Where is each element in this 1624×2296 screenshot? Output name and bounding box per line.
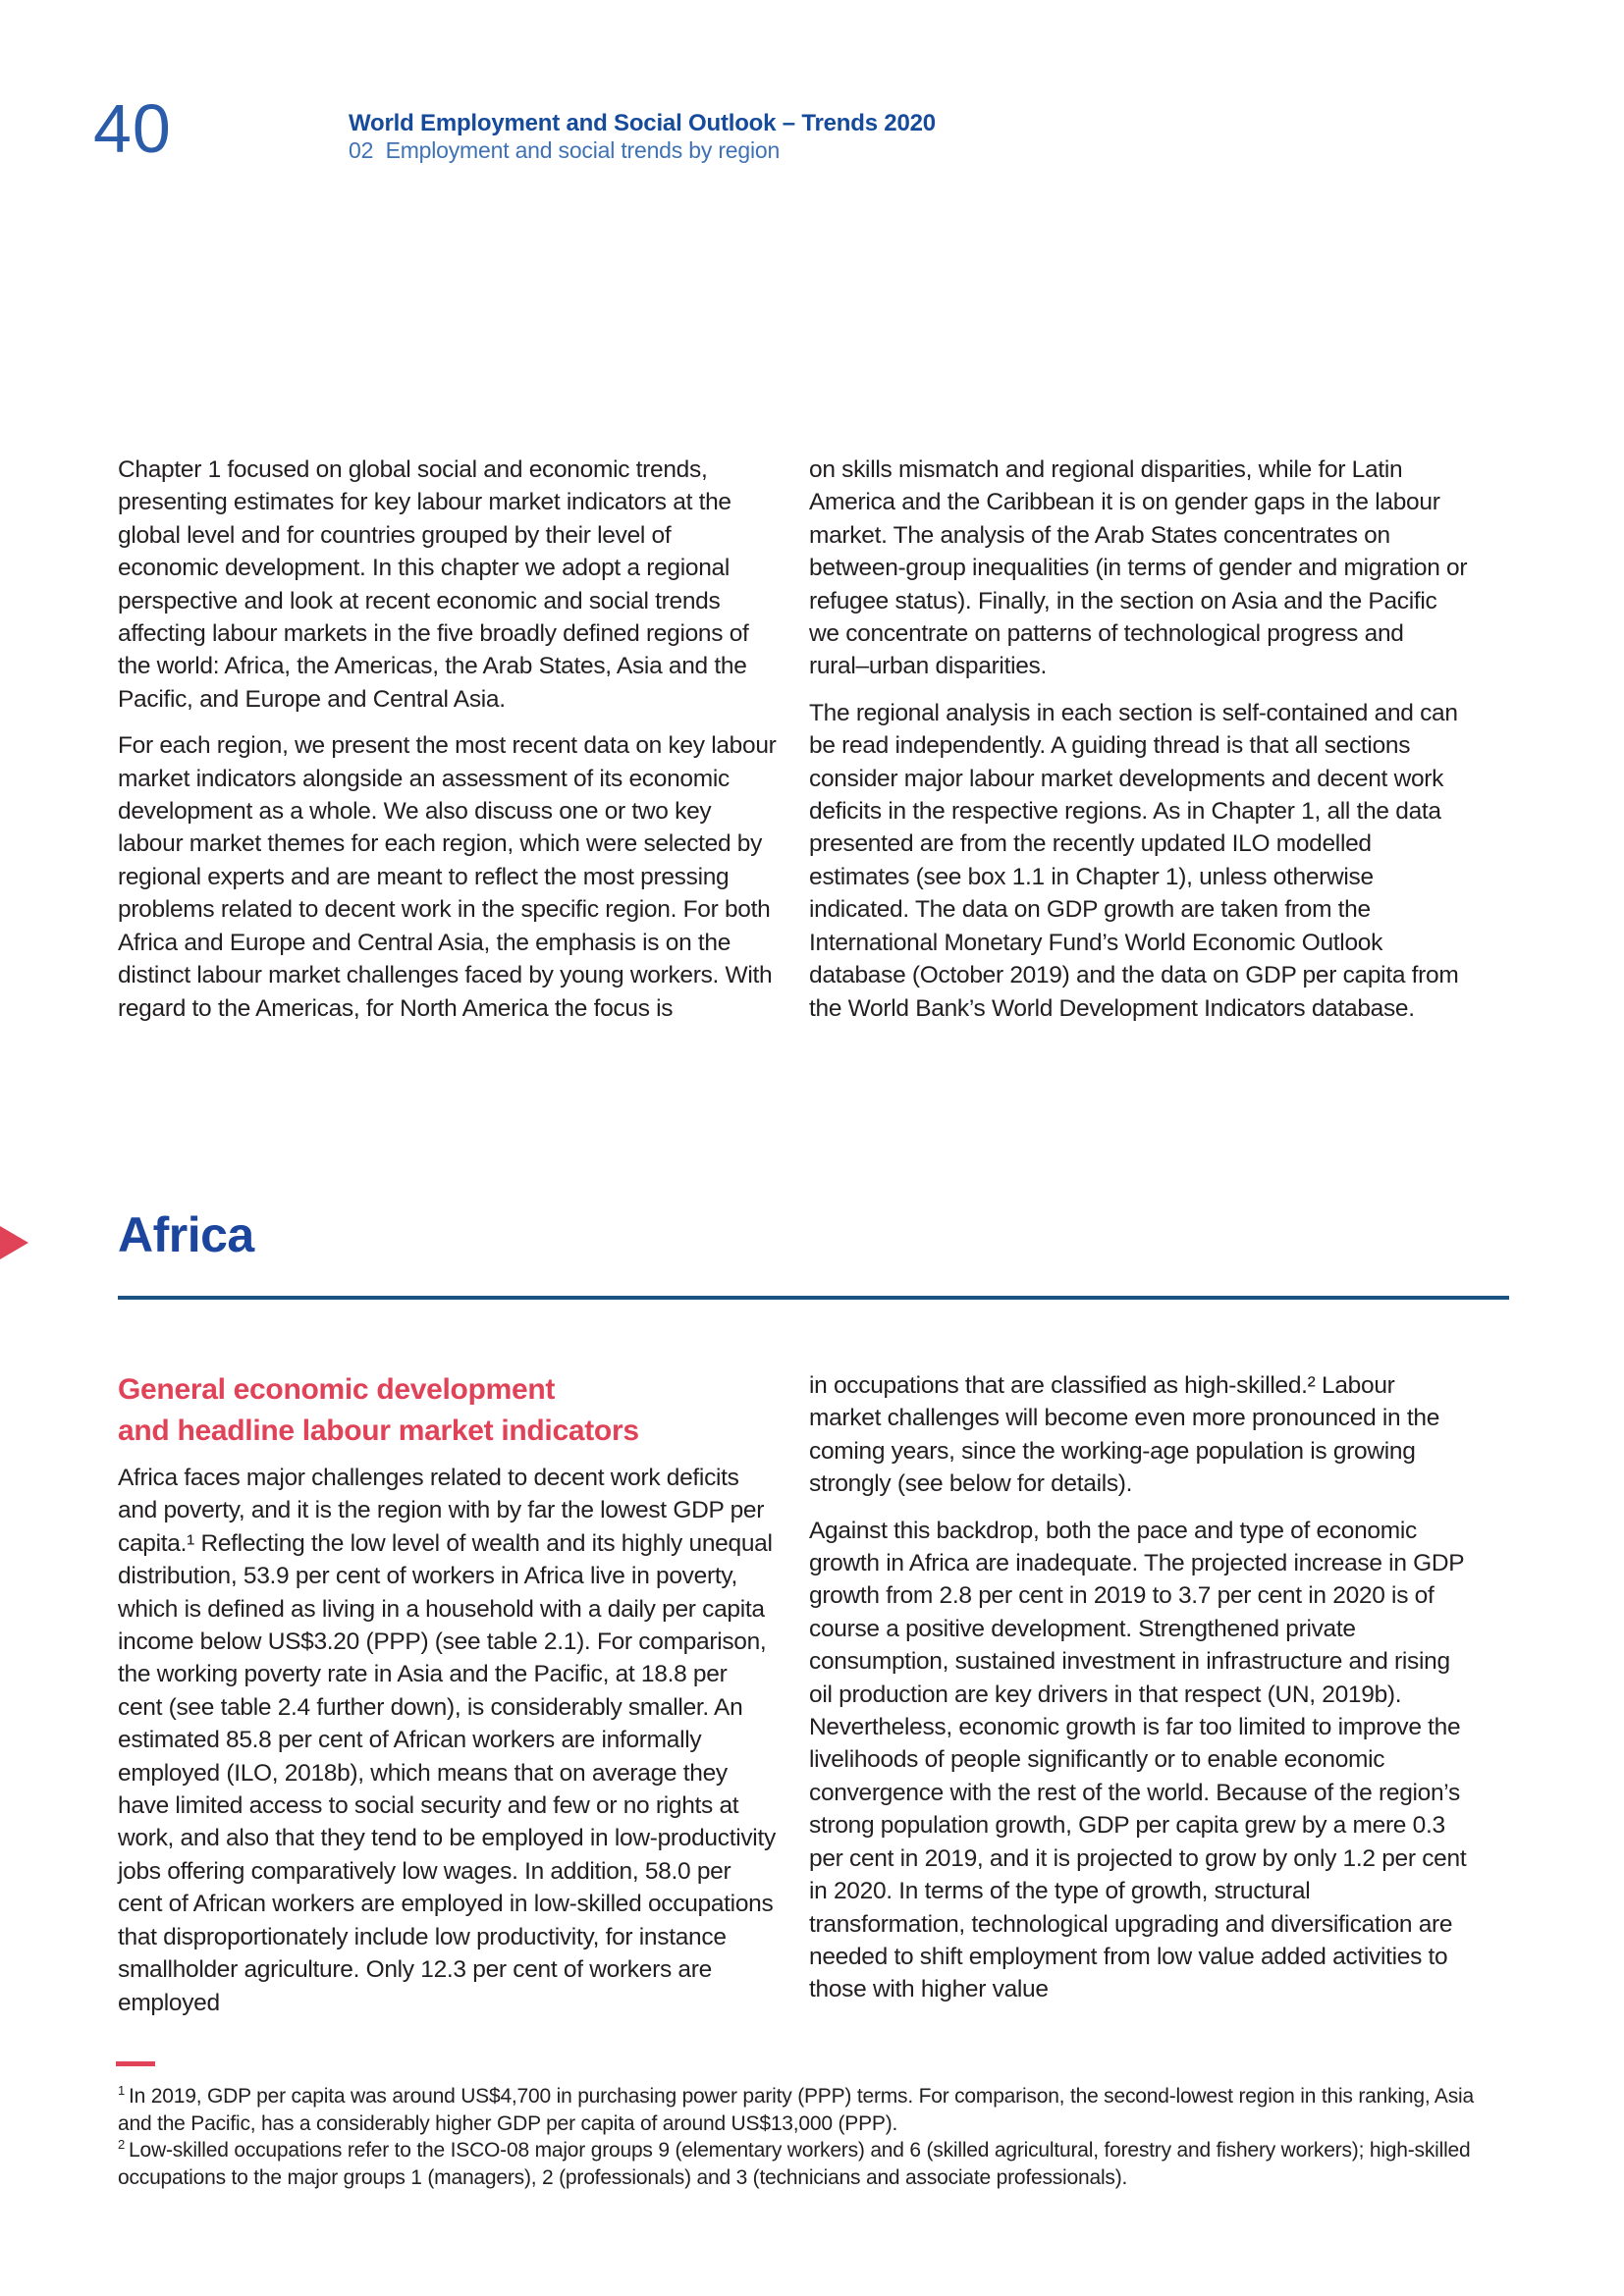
body-paragraph: Against this backdrop, both the pace and type of economic growth in Africa are inadequate. The projected increase in GDP growth from 2.8 per cent in 2019 to 3.7 per cent in 2020 is of course a positive development. Strengthened private consumption, sustained investment in infrastructure and rising oil production are key drivers in that respect (UN, 2019b). Nevertheless, economic growth is far too limited to improve the livelihoods of people significantly or to enable economic convergence with the rest of the world. Because of the region’s strong population growth, GDP per capita grew by a mere 0.3 per cent in 2019, and it is projected to grow by only 1.2 per cent in 2020. In terms of the type of growth, structural transformation, technological upgrading and diversification are needed to shift employment from low value added activities to those with higher value: [809, 1517, 1467, 2003]
running-header: [349, 110, 936, 164]
intro-paragraph: on skills mismatch and regional disparities, while for Latin America and the Caribbean it is on gender gaps in the labour market. The analysis of the Arab States concentrates on between-group inequalities (in terms of gender and migration or refugee status). Finally, in the section on Asia and the Pacific we concentrate on patterns of technological progress and rural–urban disparities.: [809, 456, 1468, 680]
intro-paragraph: For each region, we present the most recent data on key labour market indicators alongside an assessment of its economic development as a whole. We also discuss one or two key labour market themes for each region, which were selected by regional experts and are meant to reflect the most pressing problems related to decent work in the specific region. For both Africa and Europe and Central Asia, the emphasis is on the distinct labour market challenges faced by young workers. With regard to the Americas, for North America the focus is: [118, 732, 777, 1022]
subsection-title-line1: General economic development: [118, 1373, 556, 1406]
section-arrow-icon: [0, 1226, 28, 1259]
body-paragraph: Africa faces major challenges related to decent work deficits and poverty, and it is the region with by far the lowest GDP per capita.¹ Reflecting the low level of wealth and its highly unequal distribution, 53.9 per cent of workers in Africa live in poverty, which is defined as living in a household with a daily per capita income below US$3.20 (PPP) (see table 2.1). For comparison, the working poverty rate in Asia and the Pacific, at 18.8 per cent (see table 2.4 further down), is considerably smaller. An estimated 85.8 per cent of African workers are informally employed (ILO, 2018b), which means that on average they have limited access to social security and few or no rights at work, and also that they tend to be employed in low-productivity jobs offering comparatively low wages. In addition, 58.0 per cent of African workers are employed in low-skilled occupations that disproportionately include low productivity, for instance smallholder agriculture. Only 12.3 per cent of workers are employed: [118, 1465, 776, 2016]
footnote-separator: [116, 2061, 155, 2066]
intro-column-right: [809, 454, 1469, 1039]
footnote-marker: 2: [118, 2137, 126, 2152]
footnote-marker: 1: [118, 2083, 126, 2098]
africa-column-left: [118, 1369, 778, 2033]
footnote-text: In 2019, GDP per capita was around US$4,700 in purchasing power parity (PPP) terms. For comparison, the second-lowest region in this ranking, Asia and the Pacific, has a considerably higher GDP per capita of around US$13,000 (PPP).: [118, 2085, 1474, 2135]
report-title: World Employment and Social Outlook – Trends 2020: [349, 110, 936, 136]
page-number: 40: [93, 90, 172, 167]
body-paragraph: in occupations that are classified as high-skilled.² Labour market challenges will become even more pronounced in the coming years, since the working-age population is growing strongly (see below for details).: [809, 1372, 1440, 1498]
footnote: [118, 2137, 1509, 2191]
subsection-title-line2: and headline labour market indicators: [118, 1415, 639, 1447]
intro-paragraph: The regional analysis in each section is self-contained and can be read independently. A guiding thread is that all sections consider major labour market developments and decent work deficits in the respective regions. As in Chapter 1, all the data presented are from the recently updated ILO modelled estimates (see box 1.1 in Chapter 1), unless otherwise indicated. The data on GDP growth are taken from the International Monetary Fund’s World Economic Outlook database (October 2019) and the data on GDP per capita from the World Bank’s World Development Indicators database.: [809, 699, 1459, 1022]
section-title: Africa: [118, 1207, 254, 1262]
section-divider: [118, 1296, 1509, 1300]
subsection-title: [118, 1369, 778, 1452]
footnote: [118, 2083, 1509, 2137]
footnote-text: Low-skilled occupations refer to the ISCO-08 major groups 9 (elementary workers) and 6 (skilled agricultural, forestry and fishery workers); high-skilled occupations to the major groups 1 (managers), 2 (professionals) and 3 (technicians and associate professionals).: [118, 2139, 1471, 2189]
chapter-subtitle: 02 Employment and social trends by region: [349, 137, 781, 163]
intro-column-left: [118, 454, 778, 1039]
intro-columns: [118, 454, 1469, 1039]
footnotes: [118, 2083, 1509, 2191]
africa-column-right: [809, 1369, 1469, 2033]
africa-columns: [118, 1369, 1469, 2033]
intro-paragraph: Chapter 1 focused on global social and economic trends, presenting estimates for key labour market indicators at the global level and for countries grouped by their level of economic development. In this chapter we adopt a regional perspective and look at recent economic and social trends affecting labour markets in the five broadly defined regions of the world: Africa, the Americas, the Arab States, Asia and the Pacific, and Europe and Central Asia.: [118, 456, 749, 713]
